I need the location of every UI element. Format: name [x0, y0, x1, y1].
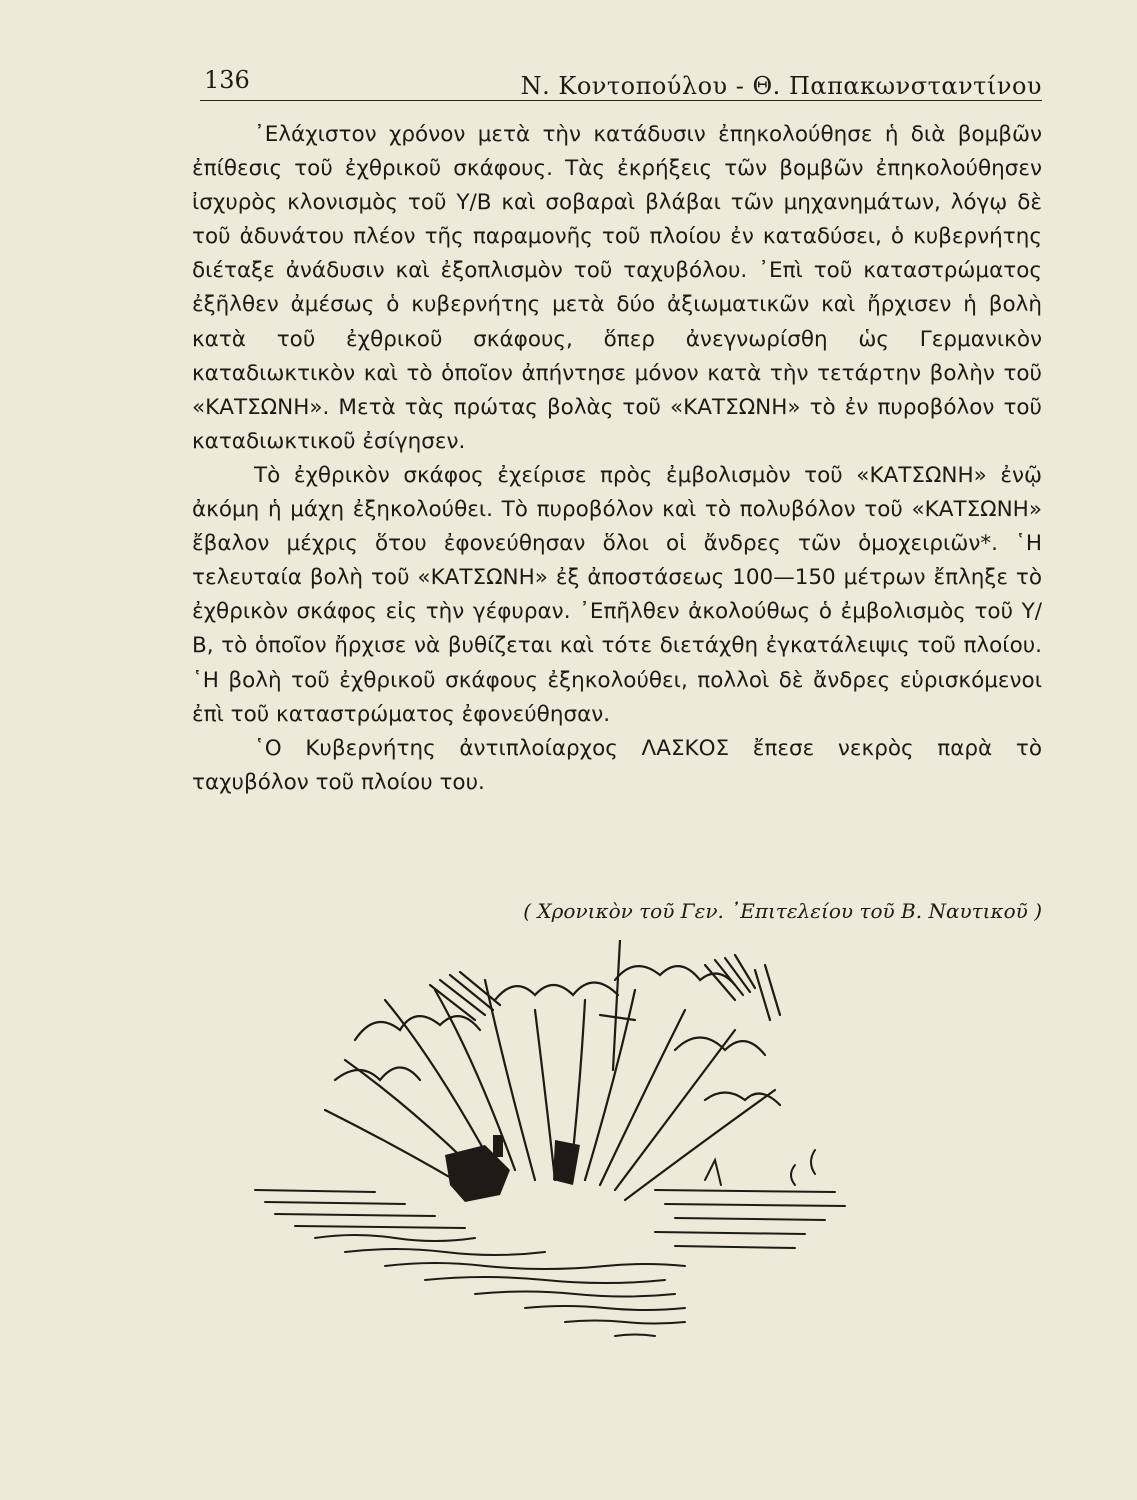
paragraph: Τὸ ἐχθρικὸν σκάφος ἐχείρισε πρὸς ἐμβολισμὸν τοῦ «ΚΑΤΣΩΝΗ» ἐνῷ ἀκόμη ἡ μάχη ἐξηκολούθει. Τὸ πυροβόλον καὶ τὸ πολυβόλον τοῦ «ΚΑΤΣΩΝΗ» ἔβαλον μέχρις ὅτου ἐφονεύθησαν ὅλοι οἱ ἄνδρες τῶν ὁμοχειριῶν*. ῾Η τελευταία βολὴ τοῦ «ΚΑΤΣΩΝΗ» ἐξ ἀποστάσεως 100—150 μέτρων ἔπληξε τὸ ἐχθρικὸν σκάφος εἰς τὴν γέφυραν. ᾽Επῆλθεν ἀκολούθως ὁ ἐμβολισμὸς τοῦ Υ/Β, τὸ ὁποῖον ἤρχισε νὰ βυθίζεται καὶ τότε διετάχθη ἐγκατάλειψις τοῦ πλοίου. ῾Η βολὴ τοῦ ἐχθρικοῦ σκάφους ἐξηκολούθει, πολλοὶ δὲ ἄνδρες εὑρισκόμενοι ἐπὶ τοῦ καταστρώματος ἐφονεύθησαν.	[192, 462, 1042, 727]
paragraph: ῾Ο Κυβερνήτης ἀντιπλοίαρχος ΛΑΣΚΟΣ ἔπεσε νεκρὸς παρὰ τὸ ταχυβόλον τοῦ πλοίου του.	[192, 735, 1042, 795]
body-text	[192, 118, 1042, 800]
running-head: Ν. Κοντοπούλου - Θ. Παπακωνσταντίνου	[520, 72, 1042, 100]
battle-drawing	[235, 940, 855, 1360]
page-number: 136	[204, 66, 250, 94]
paragraph: ᾽Ελάχιστον χρόνον μετὰ τὴν κατάδυσιν ἐπηκολούθησε ἡ διὰ βομβῶν ἐπίθεσις τοῦ ἐχθρικοῦ σκάφους. Τὰς ἐκρήξεις τῶν βομβῶν ἐπηκολούθησεν ἰσχυρὸς κλονισμὸς τοῦ Υ/Β καὶ σοβαραὶ βλάβαι τῶν μηχανημάτων, λόγῳ δὲ τοῦ ἀδυνάτου πλέον τῆς παραμονῆς τοῦ πλοίου ἐν καταδύσει, ὁ κυβερνήτης διέταξε ἀνάδυσιν καὶ ἐξοπλισμὸν τοῦ ταχυβόλου. ᾽Επὶ τοῦ καταστρώματος ἐξῆλθεν ἀμέσως ὁ κυβερνήτης μετὰ δύο ἀξιωματικῶν καὶ ἤρχισεν ἡ βολὴ κατὰ τοῦ ἐχθρικοῦ σκάφους, ὅπερ ἀνεγνωρίσθη ὡς Γερμανικὸν καταδιωκτικὸν καὶ τὸ ὁποῖον ἀπήντησε μόνον κατὰ τὴν τετάρτην βολὴν τοῦ «ΚΑΤΣΩΝΗ». Μετὰ τὰς πρώτας βολὰς τοῦ «ΚΑΤΣΩΝΗ» τὸ ἐν πυροβόλον τοῦ καταδιωκτικοῦ ἐσίγησεν.	[192, 122, 1042, 454]
page-header	[200, 66, 1042, 101]
illustration	[235, 940, 855, 1364]
source-citation: ( Χρονικὸν τοῦ Γεν. ᾽Επιτελείου τοῦ Β. Ναυτικοῦ )	[523, 899, 1042, 923]
